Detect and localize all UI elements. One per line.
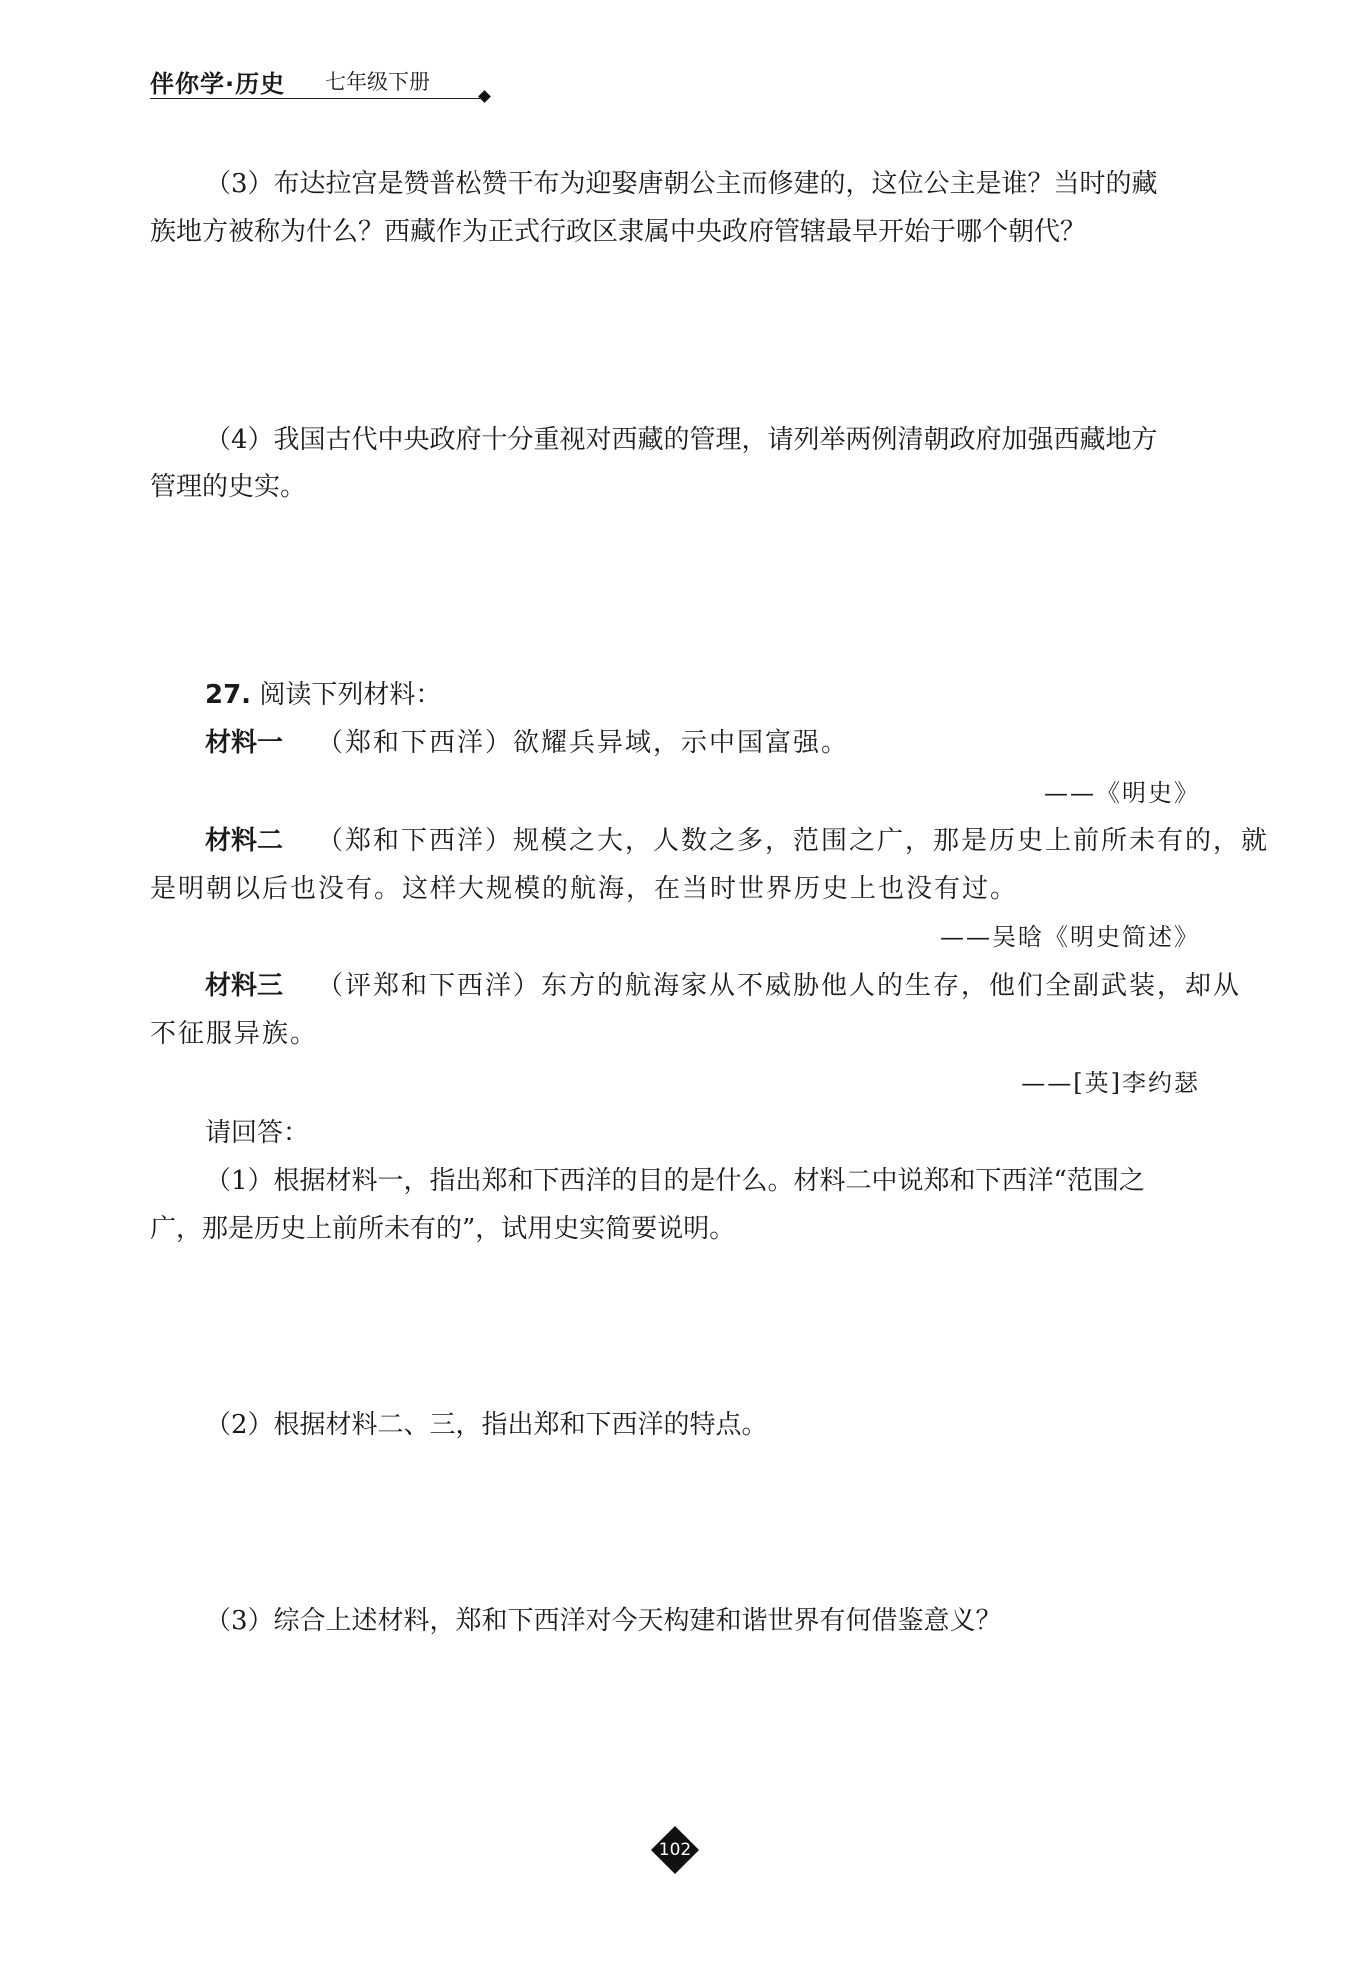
material-1-source: ——《明史》 xyxy=(1044,779,1200,807)
material-3-source: ——[英]李约瑟 xyxy=(1021,1069,1200,1097)
question-26-3-line-2: 族地方被称为什么？西藏作为正式行政区隶属中央政府管辖最早开始于哪个朝代？ xyxy=(150,217,1087,247)
material-2-source: ——吴晗《明史简述》 xyxy=(940,923,1200,951)
question-26-3-line-1: （3）布达拉宫是赞普松赞干布为迎娶唐朝公主而修建的，这位公主是谁？当时的藏 xyxy=(205,169,1158,199)
question-number: 27. xyxy=(205,680,252,710)
material-2 xyxy=(205,826,1270,856)
material-label: 材料三 xyxy=(205,971,284,1001)
page-number-badge xyxy=(651,1826,699,1874)
answer-prompt: 请回答： xyxy=(205,1118,310,1148)
page-number: 102 xyxy=(658,1840,692,1860)
material-label: 材料一 xyxy=(205,728,284,758)
question-26-4-line-2: 管理的史实。 xyxy=(150,472,307,502)
material-label: 材料二 xyxy=(205,826,284,856)
question-27-2: （2）根据材料二、三，指出郑和下西洋的特点。 xyxy=(205,1410,768,1440)
question-27-1-line-2: 广，那是历史上前所未有的”，试用史实简要说明。 xyxy=(150,1214,736,1244)
material-1 xyxy=(205,730,1200,756)
material-2-line-2: 是明朝以后也没有。这样大规模的航海，在当时世界历史上也没有过。 xyxy=(150,874,1019,904)
question-27-1-line-1: （1）根据材料一，指出郑和下西洋的目的是什么。材料二中说郑和下西洋“范围之 xyxy=(205,1166,1145,1196)
question-27-3: （3）综合上述材料，郑和下西洋对今天构建和谐世界有何借鉴意义？ xyxy=(205,1606,1002,1636)
question-27-stem xyxy=(205,682,1200,708)
material-text: （评郑和下西洋）东方的航海家从不威胁他人的生存，他们全副武装，却从 xyxy=(317,971,1242,1001)
question-26-4-line-1: （4）我国古代中央政府十分重视对西藏的管理，请列举两例清朝政府加强西藏地方 xyxy=(205,425,1158,455)
material-text: （郑和下西洋）规模之大，人数之多，范围之广，那是历史上前所未有的，就 xyxy=(317,826,1270,856)
grade-label: 七年级下册 xyxy=(325,70,430,94)
material-3-line-2: 不征服异族。 xyxy=(150,1019,319,1049)
book-title: 伴你学·历史 xyxy=(150,70,286,98)
material-3 xyxy=(205,971,1242,1001)
header-rule xyxy=(150,98,480,99)
question-stem: 阅读下列材料： xyxy=(259,680,442,710)
diamond-icon xyxy=(478,90,491,103)
material-text: （郑和下西洋）欲耀兵异域，示中国富强。 xyxy=(317,728,850,758)
